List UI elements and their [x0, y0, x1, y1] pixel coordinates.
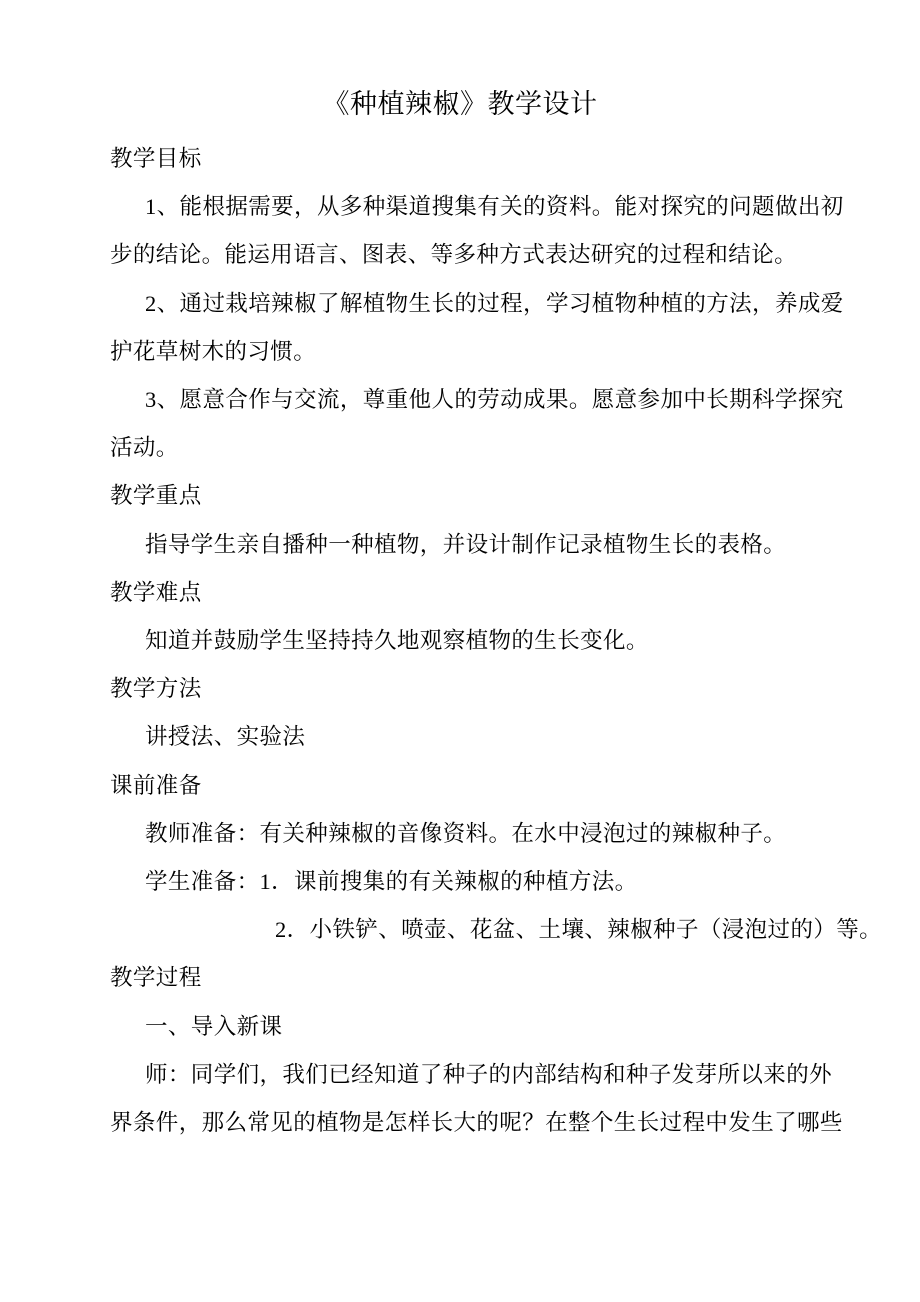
goal-2-line-2: 护花草树木的习惯。 [110, 338, 317, 364]
student-preparation-item-1: 学生准备：1．课前搜集的有关辣椒的种植方法。 [145, 869, 638, 895]
heading-teaching-method: 教学方法 [110, 676, 202, 702]
goal-1-line-1: 1、能根据需要，从多种渠道搜集有关的资料。能对探究的问题做出初 [145, 194, 844, 220]
goal-3-line-2: 活动。 [110, 435, 179, 461]
student-preparation-item-2: 2．小铁铲、喷壶、花盆、土壤、辣椒种子（浸泡过的）等。 [275, 917, 883, 943]
goal-2-line-1: 2、通过栽培辣椒了解植物生长的过程，学习植物种植的方法，养成爱 [145, 290, 844, 316]
teacher-preparation-text: 教师准备：有关种辣椒的音像资料。在水中浸泡过的辣椒种子。 [145, 820, 787, 846]
teacher-speech-line-1: 师：同学们，我们已经知道了种子的内部结构和种子发芽所以来的外 [145, 1061, 833, 1087]
teaching-difficulty-text: 知道并鼓励学生坚持持久地观察植物的生长变化。 [145, 628, 649, 654]
teaching-focus-text: 指导学生亲自播种一种植物，并设计制作记录植物生长的表格。 [145, 531, 787, 557]
heading-class-preparation: 课前准备 [110, 772, 202, 798]
goal-3-line-1: 3、愿意合作与交流，尊重他人的劳动成果。愿意参加中长期科学探究 [145, 387, 844, 413]
teacher-speech-line-2: 界条件，那么常见的植物是怎样长大的呢？在整个生长过程中发生了哪些 [110, 1110, 843, 1136]
teaching-method-text: 讲授法、实验法 [145, 724, 306, 750]
heading-teaching-process: 教学过程 [110, 965, 202, 991]
heading-teaching-focus: 教学重点 [110, 483, 202, 509]
heading-teaching-goals: 教学目标 [110, 146, 202, 171]
process-step-1-title: 一、导入新课 [145, 1013, 283, 1039]
heading-teaching-difficulty: 教学难点 [110, 579, 202, 605]
document-body [110, 135, 883, 1147]
goal-1-line-2: 步的结论。能运用语言、图表、等多种方式表达研究的过程和结论。 [110, 242, 798, 268]
document-title: 《种植辣椒》教学设计 [322, 89, 598, 119]
